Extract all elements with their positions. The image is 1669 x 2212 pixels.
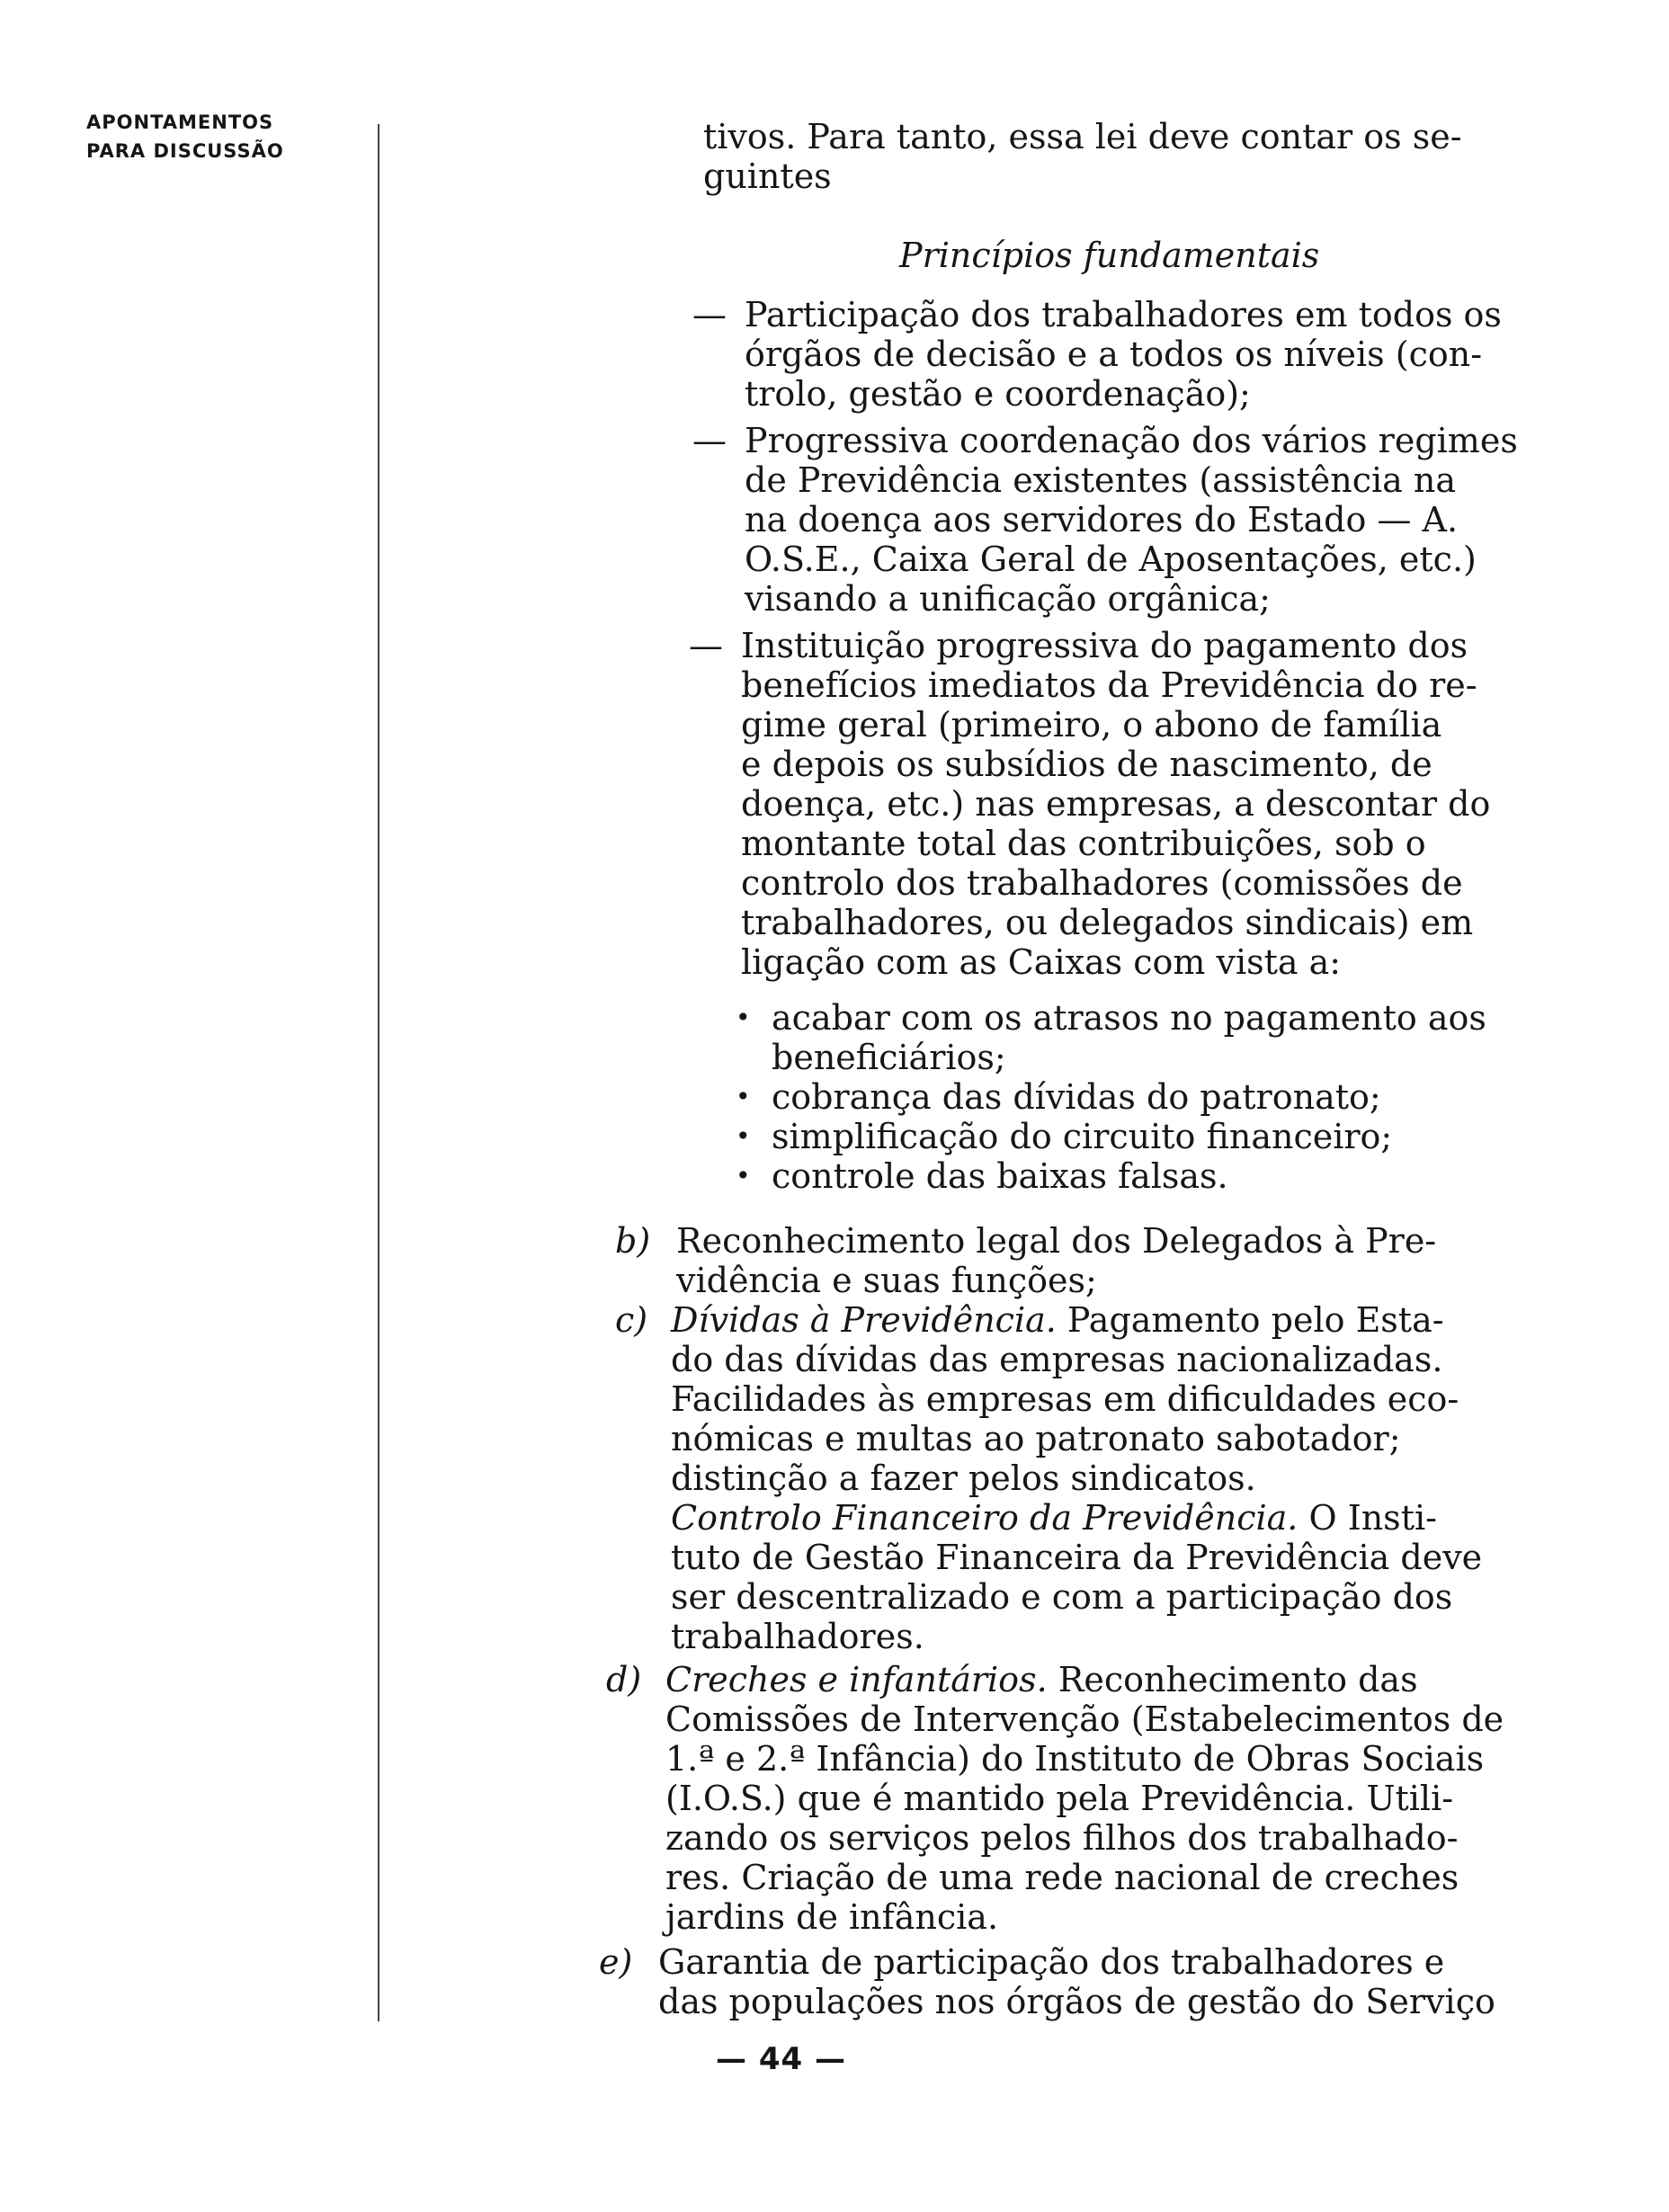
principle-3-line: gime geral (primeiro, o abono de família <box>741 705 1442 745</box>
item-c-line: Facilidades às empresas em dificuldades eco- <box>671 1379 1459 1419</box>
running-header <box>86 108 284 165</box>
intro-line: guintes <box>703 156 832 196</box>
bullet-line: controle das baixas falsas. <box>772 1156 1228 1196</box>
bullet-line: acabar com os atrasos no pagamento aos <box>772 998 1486 1038</box>
section-title: Princípios fundamentais <box>899 236 1320 275</box>
item-e-line: das populações nos órgãos de gestão do Serviço <box>658 1982 1495 2021</box>
dash-marker: — <box>689 626 723 665</box>
principle-2-line: visando a unificação orgânica; <box>745 579 1271 619</box>
item-c-line: nómicas e multas ao patronato sabotador; <box>671 1419 1401 1458</box>
item-c-first-text: Pagamento pelo Esta- <box>1056 1300 1444 1340</box>
item-c-first-line <box>671 1300 1444 1340</box>
principle-3-line: Instituição progressiva do pagamento dos <box>741 626 1468 665</box>
bullet-line: cobrança das dívidas do patronato; <box>772 1077 1381 1117</box>
principle-3-line: e depois os subsídios de nascimento, de <box>741 745 1432 784</box>
controlo-line: ser descentralizado e com a participação dos <box>671 1577 1453 1617</box>
item-d-first-text: Reconhecimento das <box>1047 1660 1418 1699</box>
principle-3-line: montante total das contribuições, sob o <box>741 824 1426 863</box>
item-label-b: b) <box>615 1221 651 1261</box>
item-c-line: do das dívidas das empresas nacionalizadas. <box>671 1340 1443 1379</box>
margin-rule <box>378 124 379 2021</box>
principle-3-line: benefícios imediatos da Previdência do re- <box>741 665 1477 705</box>
principle-2-line: O.S.E., Caixa Geral de Aposentações, etc.) <box>745 540 1477 579</box>
item-d-line: jardins de infância. <box>665 1897 999 1937</box>
dash-marker: — <box>692 295 727 334</box>
running-header-line-1: APONTAMENTOS <box>86 111 274 133</box>
controlo-line: trabalhadores. <box>671 1617 924 1656</box>
item-d-line: Comissões de Intervenção (Estabelecimentos de <box>665 1699 1504 1739</box>
principle-3-line: ligação com as Caixas com vista a: <box>741 942 1342 982</box>
principle-1-line: Participação dos trabalhadores em todos os <box>745 295 1502 334</box>
controlo-line: tuto de Gestão Financeira da Previdência deve <box>671 1538 1483 1577</box>
item-d-first-line <box>665 1660 1418 1699</box>
item-d-lead: Creches e infantários. <box>665 1660 1048 1699</box>
bullet-marker: • <box>736 1121 751 1151</box>
item-c-lead: Dívidas à Previdência. <box>671 1300 1057 1340</box>
bullet-marker: • <box>736 1161 751 1191</box>
bullet-marker: • <box>736 1003 751 1032</box>
dash-marker: — <box>692 421 727 460</box>
item-e-line: Garantia de participação dos trabalhadores e <box>658 1942 1445 1982</box>
bullet-line: simplificação do circuito financeiro; <box>772 1117 1393 1156</box>
principle-3-line: trabalhadores, ou delegados sindicais) em <box>741 903 1474 942</box>
item-d-line: (I.O.S.) que é mantido pela Previdência. Utili- <box>665 1779 1454 1818</box>
item-b-line: vidência e suas funções; <box>676 1261 1097 1300</box>
item-d-line: 1.ª e 2.ª Infância) do Instituto de Obras Sociais <box>665 1739 1485 1779</box>
controlo-first-line <box>671 1498 1437 1538</box>
item-d-line: zando os serviços pelos filhos dos trabalhado- <box>665 1818 1459 1858</box>
principle-3-line: doença, etc.) nas empresas, a descontar do <box>741 784 1491 824</box>
intro-line: tivos. Para tanto, essa lei deve contar os se- <box>703 117 1462 156</box>
bullet-marker: • <box>736 1082 751 1111</box>
principle-3-line: controlo dos trabalhadores (comissões de <box>741 863 1463 903</box>
bullet-line: beneficiários; <box>772 1038 1006 1077</box>
controlo-first-text: O Insti- <box>1298 1498 1437 1538</box>
principle-1-line: órgãos de decisão e a todos os níveis (con- <box>745 334 1483 374</box>
principle-2-line: de Previdência existentes (assistência na <box>745 460 1457 500</box>
item-label-e: e) <box>599 1942 633 1982</box>
item-c-line: distinção a fazer pelos sindicatos. <box>671 1458 1256 1498</box>
principle-1-line: trolo, gestão e coordenação); <box>745 374 1251 414</box>
item-d-line: res. Criação de uma rede nacional de creches <box>665 1858 1459 1897</box>
page-number: — 44 — <box>716 2041 846 2077</box>
principle-2-line: Progressiva coordenação dos vários regimes <box>745 421 1518 460</box>
item-label-d: d) <box>606 1660 642 1699</box>
principle-2-line: na doença aos servidores do Estado — A. <box>745 500 1459 540</box>
running-header-line-2: PARA DISCUSSÃO <box>86 140 284 162</box>
item-b-line: Reconhecimento legal dos Delegados à Pre- <box>676 1221 1437 1261</box>
controlo-lead: Controlo Financeiro da Previdência. <box>671 1498 1299 1538</box>
item-label-c: c) <box>615 1300 648 1340</box>
